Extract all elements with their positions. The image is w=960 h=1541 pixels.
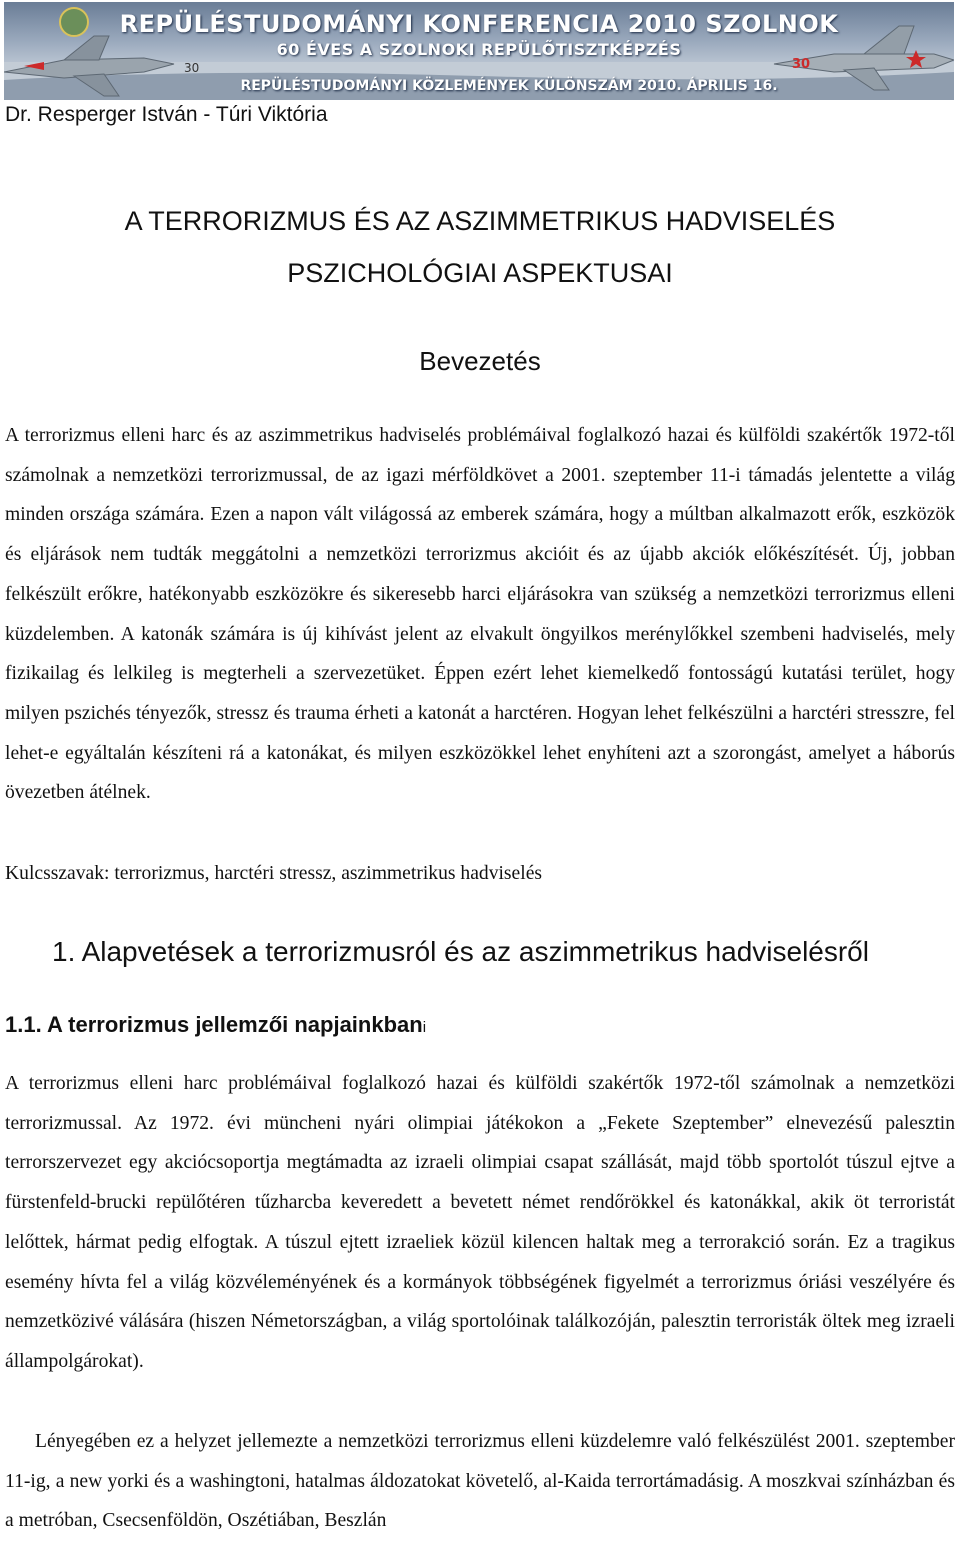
body-paragraph-1: A terrorizmus elleni harc problémáival foglalkozó hazai és külföldi szakértők 1972-től számolnak a nemzetközi terrorizmussal. Az 1972. évi müncheni nyári olimpiai játékokon a „Fekete Szeptember” elnevezésű palesztin terrorszervezet egy akciócsoportja megtámadta az izraeli olimpiai csapat szállását, majd több sportolót túszul ejtve a fürstenfeld-brucki repülőtéren tűzharcba keveredett a bevetett német rendőrökkel és katonákkal, akik öt terroristát lelőttek, hármat pedig elfogtak. A túszul ejtett izraeliek közül kilencen haltak meg a terrorakció során. Ez a tragikus esemény hívta fel a világ közvéleményének és a kormányok többségének figyelmét a terrorizmus óriási veszélyére és nemzetközivé válására (hiszen Németországban, a világ sportolóinak találkozóján, palesztin terroristák öltek meg izraeli állampolgárokat).	[5, 1073, 955, 1372]
section-1-heading: 1. Alapvetések a terrorizmusról és az aszimmetrikus hadviselésről	[52, 936, 869, 967]
author-line: Dr. Resperger István - Túri Viktória	[5, 103, 328, 126]
banner-title: REPÜLÉSTUDOMÁNYI KONFERENCIA 2010 SZOLNOK	[119, 10, 839, 38]
paper-title-line-2: PSZICHOLÓGIAI ASPEKTUSAI	[287, 258, 673, 288]
right-jet-number: 30	[792, 57, 811, 72]
body-paragraph-2: Lényegében ez a helyzet jellemezte a nemzetközi terrorizmus elleni küzdelemre való felkészülést 2001. szeptember 11-ig, a new yorki és a washingtoni, hatalmas áldozatokat követelő, al-Kaida terrortámadásig. A moszkvai színházban és a metróban, Csecsenföldön, Oszétiában, Beszlán	[5, 1431, 955, 1532]
keywords-line: Kulcsszavak: terrorizmus, harctéri stressz, aszimmetrikus hadviselés	[5, 863, 543, 884]
paper-title-line-1: A TERRORIZMUS ÉS AZ ASZIMMETRIKUS HADVISELÉS	[124, 206, 836, 236]
abstract-paragraph: A terrorizmus elleni harc és az aszimmetrikus hadviselés problémáival foglalkozó hazai és külföldi szakértők 1972-től számolnak a nemzetközi terrorizmussal, de az igazi mérföldkövet a 2001. szeptember 11-i támadás jelentette a világ minden országa számára. Ezen a napon vált világossá az emberek számára, hogy a múltban alkalmazott erők, eszközök és eljárások nem tudták meggátolni a nemzetközi terrorizmus akcióit és az újabb akciók előkészítését. Új, jobban felkészült erőkre, hatékonyabb eszközökre és sikeresebb harci eljárásokra van szükség a nemzetközi terrorizmus elleni küzdelemben. A katonák számára is új kihívást jelent az elvakult öngyilkos merénylőkkel szembeni hadviselés, mely fizikailag és lelkileg is megterheli a szervezetüket. Éppen ezért lehet kiemelkedő fontosságú kutatási terület, hogy milyen pszichés tényezők, stressz és trauma érheti a katonát a harctéren. Hogyan lehet felkészülni a harctéri stresszre, fel lehet-e egyáltalán készíteni rá a katonákat, és milyen eszközökkel lehet enyhíteni azt a szorongást, amelyet a háborús övezetben átélnek.	[5, 425, 955, 804]
footnote-marker: i	[422, 1019, 427, 1036]
banner-subtitle: 60 ÉVES A SZOLNOKI REPÜLŐTISZTKÉPZÉS	[276, 40, 682, 59]
subsection-1-1-heading	[5, 1012, 426, 1038]
left-jet-number: 30	[184, 61, 200, 75]
intro-heading: Bevezetés	[419, 346, 541, 376]
conference-banner	[4, 2, 954, 100]
banner-issue: REPÜLÉSTUDOMÁNYI KÖZLEMÉNYEK KÜLÖNSZÁM 2010. ÁPRILIS 16.	[240, 78, 778, 94]
subsection-1-1-title: 1.1. A terrorizmus jellemzői napjainkban	[5, 1012, 423, 1037]
